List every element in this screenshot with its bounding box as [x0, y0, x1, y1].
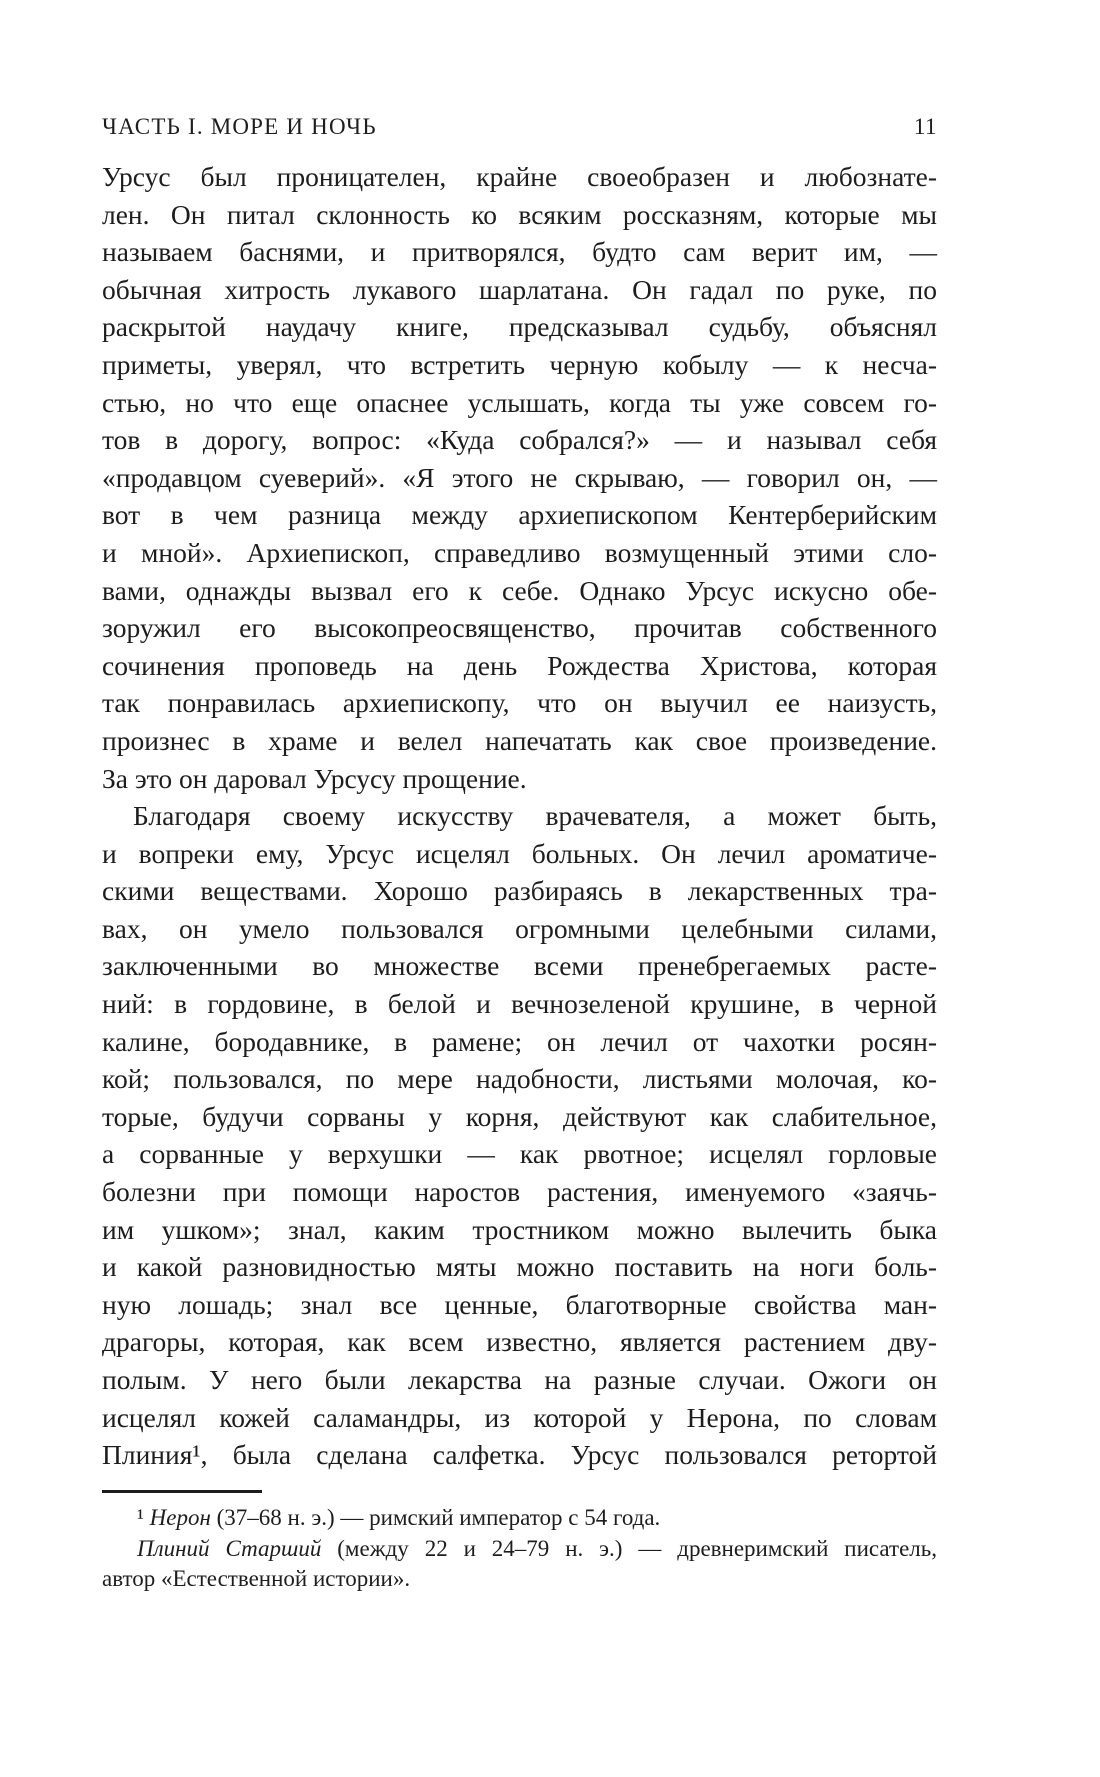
- body-line: и какой разновидностью мяты можно поставить на ноги боль-: [102, 1251, 937, 1283]
- footnote-separator: [102, 1490, 262, 1493]
- footnote-text: ¹: [137, 1505, 150, 1530]
- body-line: драгоры, которая, как всем известно, является растением дву-: [102, 1326, 937, 1358]
- footnote-text: автор «Естественной истории».: [102, 1566, 411, 1591]
- body-line: обычная хитрость лукавого шарлатана. Он гадал по руке, по: [102, 273, 937, 305]
- body-line: полым. У него были лекарства на разные случаи. Ожоги он: [102, 1364, 937, 1395]
- footnote-italic-text: Плиний Старший: [137, 1535, 322, 1561]
- body-line: зоружил его высокопреосвященство, прочитав собственного: [102, 612, 937, 644]
- body-line: торые, будучи сорваны у корня, действуют как слабительное,: [102, 1100, 937, 1132]
- body-line: ний: в гордовине, в белой и вечнозеленой крушине, в черной: [102, 988, 937, 1020]
- body-line: им ушком»; знал, каким тростником можно вылечить быка: [102, 1213, 937, 1245]
- footnote-italic-text: Нерон: [149, 1505, 211, 1530]
- body-line: заключенными во множестве всеми пренебрегаемых расте-: [102, 950, 937, 982]
- body-line: тов в дорогу, вопрос: «Куда собрался?» — и называл себя: [102, 424, 937, 456]
- body-line: «продавцом суеверий». «Я этого не скрываю, — говорил он, —: [102, 461, 937, 493]
- body-line: Урсус был проницателен, крайне своеобразен и любознате-: [102, 161, 937, 192]
- body-line: Благодаря своему искусству врачевателя, а может быть,: [133, 800, 937, 832]
- body-line: болезни при помощи наростов растения, именуемого «заячь-: [102, 1176, 937, 1208]
- body-line: приметы, уверял, что встретить черную кобылу — к несча-: [102, 348, 937, 380]
- body-line: и мной». Архиепископ, справедливо возмущенный этими сло-: [102, 536, 937, 568]
- body-line: лен. Он питал склонность ко всяким россказням, которые мы: [102, 198, 937, 230]
- body-line: а сорванные у верхушки — как рвотное; исцелял горловые: [102, 1138, 937, 1170]
- body-line: Плиния¹, была сделана салфетка. Урсус пользовался ретортой: [102, 1439, 937, 1471]
- body-line: исцелял кожей саламандры, из которой у Нерона, по словам: [102, 1401, 937, 1433]
- body-line: стью, но что еще опаснее услышать, когда ты уже совсем го-: [102, 386, 937, 418]
- body-line: ную лошадь; знал все ценные, благотворные свойства ман-: [102, 1288, 937, 1320]
- footnote-line: [102, 1503, 937, 1534]
- body-line: кой; пользовался, по мере надобности, листьями молочая, ко-: [102, 1063, 937, 1095]
- body-line: так понравилась архиепископу, что он выучил ее наизусть,: [102, 687, 937, 719]
- body-line: За это он даровал Урсусу прощение.: [102, 762, 527, 794]
- page-header: [102, 114, 937, 140]
- body-line: сочинения проповедь на день Рождества Христова, которая: [102, 649, 937, 681]
- footnote-text: (между 22 и 24–79 н. э.) — древнеримский писатель,: [321, 1535, 937, 1561]
- footnote-text: (37–68 н. э.) — римский император с 54 года.: [210, 1505, 661, 1530]
- body-text: [102, 158, 937, 1474]
- body-line: калине, бородавнике, в рамене; он лечил от чахотки росян-: [102, 1025, 937, 1057]
- body-line: раскрытой наудачу книге, предсказывал судьбу, объяснял: [102, 311, 937, 343]
- body-line: произнес в храме и велел напечатать как свое произведение.: [102, 724, 937, 756]
- footnote: [102, 1503, 937, 1595]
- page-number: 11: [913, 114, 937, 139]
- footnote-line: [102, 1534, 937, 1565]
- body-line: называем баснями, и притворялся, будто сам верит им, —: [102, 236, 937, 268]
- body-line: скими веществами. Хорошо разбираясь в лекарственных тра-: [102, 875, 937, 907]
- body-line: вот в чем разница между архиепископом Кентерберийским: [102, 499, 937, 531]
- running-title: ЧАСТЬ I. МОРЕ И НОЧЬ: [102, 114, 377, 139]
- body-line: вах, он умело пользовался огромными целебными силами,: [102, 912, 937, 944]
- body-line: и вопреки ему, Урсус исцелял больных. Он лечил ароматиче-: [102, 837, 937, 869]
- body-line: вами, однажды вызвал его к себе. Однако Урсус искусно обе-: [102, 574, 937, 606]
- footnote-line: [102, 1564, 937, 1595]
